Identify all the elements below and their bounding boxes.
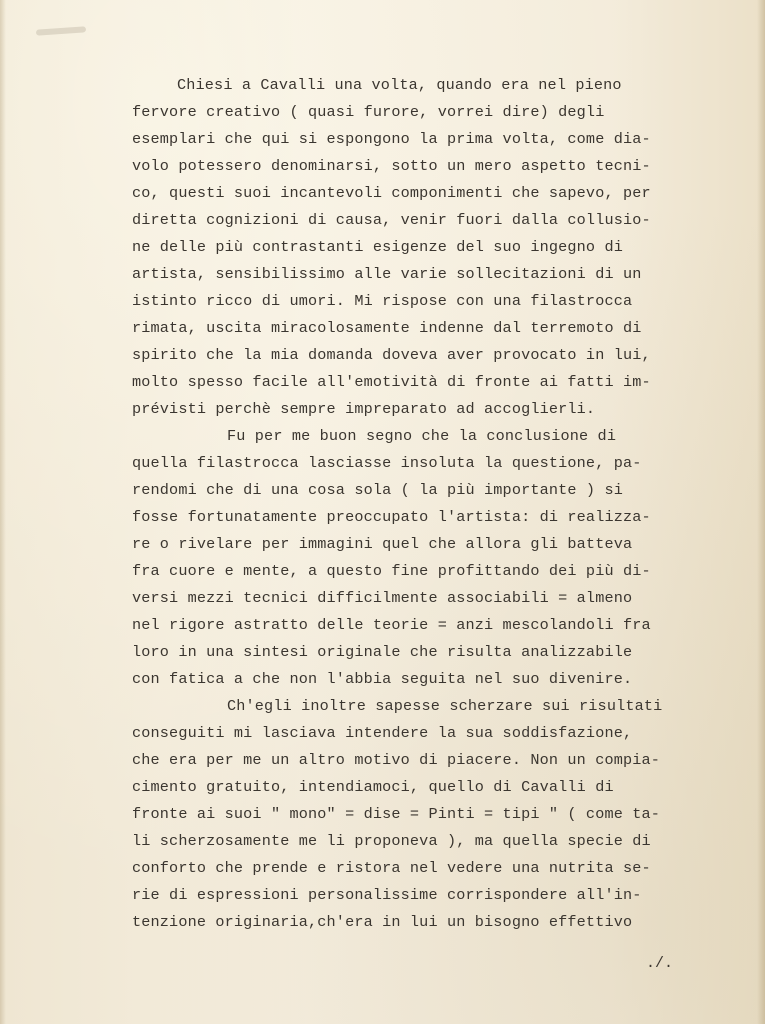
text-line: molto spesso facile all'emotività di fronte ai fatti im- (132, 373, 651, 391)
text-line: volo potessero denominarsi, sotto un mero aspetto tecni- (132, 157, 651, 175)
text-line: Ch'egli inoltre sapesse scherzare sui risultati (227, 697, 663, 715)
text-line: fronte ai suoi " mono" = dise = Pinti = tipi " ( come ta- (132, 805, 661, 823)
text-line: Chiesi a Cavalli una volta, quando era nel pieno (177, 76, 622, 94)
text-line: fra cuore e mente, a questo fine profittando dei più di- (132, 562, 651, 580)
text-line: conforto che prende e ristora nel vedere una nutrita se- (132, 859, 651, 877)
paper-left-edge (0, 0, 6, 1024)
text-line: nel rigore astratto delle teorie = anzi mescolandoli fra (132, 616, 651, 634)
text-line: spirito che la mia domanda doveva aver provocato in lui, (132, 346, 651, 364)
text-line: co, questi suoi incantevoli componimenti che sapevo, per (132, 184, 651, 202)
text-line: che era per me un altro motivo di piacere. Non un compia- (132, 751, 661, 769)
text-line: rendomi che di una cosa sola ( la più importante ) si (132, 481, 623, 499)
text-line: artista, sensibilissimo alle varie sollecitazioni di un (132, 265, 642, 283)
text-line: tenzione originaria,ch'era in lui un bisogno effettivo (132, 913, 633, 931)
text-line: li scherzosamente me li proponeva ), ma quella specie di (132, 832, 651, 850)
text-line: Fu per me buon segno che la conclusione di (227, 427, 617, 445)
text-line: quella filastrocca lasciasse insoluta la questione, pa- (132, 454, 642, 472)
text-line: versi mezzi tecnici difficilmente associabili = almeno (132, 589, 633, 607)
text-line: prévisti perchè sempre impreparato ad accoglierli. (132, 400, 596, 418)
text-line: ne delle più contrastanti esigenze del suo ingegno di (132, 238, 623, 256)
text-line: diretta cognizioni di causa, venir fuori dalla collusio- (132, 211, 651, 229)
text-line: rimata, uscita miracolosamente indenne dal terremoto di (132, 319, 642, 337)
text-line: fervore creativo ( quasi furore, vorrei dire) degli (132, 103, 605, 121)
text-line: rie di espressioni personalissime corrispondere all'in- (132, 886, 642, 904)
paper-right-edge (757, 0, 765, 1024)
continuation-mark: ./. (646, 955, 674, 972)
text-line: loro in una sintesi originale che risulta analizzabile (132, 643, 633, 661)
typed-text-body (132, 72, 692, 936)
text-line: cimento gratuito, intendiamoci, quello di Cavalli di (132, 778, 614, 796)
text-line: re o rivelare per immagini quel che allora gli batteva (132, 535, 633, 553)
text-line: esemplari che qui si espongono la prima volta, come dia- (132, 130, 651, 148)
text-line: conseguiti mi lasciava intendere la sua soddisfazione, (132, 724, 633, 742)
text-line: fosse fortunatamente preoccupato l'artista: di realizza- (132, 508, 651, 526)
text-line: istinto ricco di umori. Mi rispose con una filastrocca (132, 292, 633, 310)
text-line: con fatica a che non l'abbia seguita nel suo divenire. (132, 670, 633, 688)
paper-smudge (36, 26, 86, 35)
